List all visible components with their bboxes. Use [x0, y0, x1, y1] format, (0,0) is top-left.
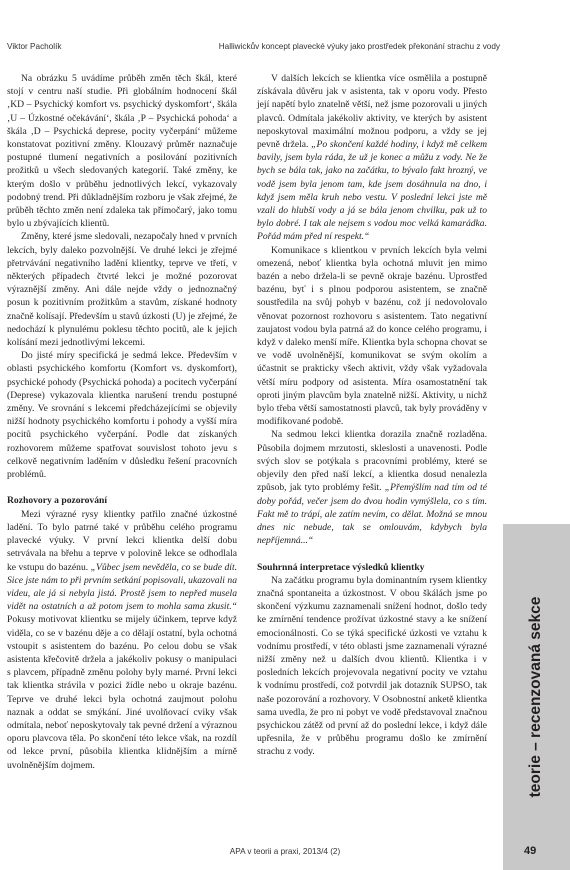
paragraph-text: V dalších lekcích se klientka více osmělila a postupně získávala důvěru jak v asistenta, tak v oporu vody. Přesto její napětí bylo znatelně větší, než jsme pozorovali u jiných plavců. Odmítala jakékoliv aktivity, ve kterých by asistent neposkytoval maximální možnou podporu, a vždy se jej pevně držela. [257, 73, 487, 151]
running-header-title: Halliwickův koncept plavecké výuky jako prostředek překonání strachu z vody [218, 42, 500, 51]
paragraph-text: Mezi výrazné rysy klientky patřilo značné úzkostné ladění. To bylo patrné také v průběhu celého programu plavecké výuky. V první lekci klientka delší dobu setrvávala na břehu a teprve v polovině lekce se odhodlala ke vstupu do bazénu. [7, 508, 237, 573]
paragraph: Na obrázku 5 uvádíme průběh změn těch škál, které stojí v centru naší studie. Při globálním hodnocení škál ‚KD – Psychický komfort vs. psychický dyskomfort‘, škála ‚U – Úzkostné očekávání‘, škála ‚P – Psychická pohoda‘ a škála ‚D – Psychická deprese, pocity vyčerpání‘ můžeme konstatovat pozitivní změny. Klouzavý průměr naznačuje postupné tlumení negativních a posilování pozitivních prožitků u všech sledovaných kategorií. Také změny, ke kterým došlo v průběhu jednotlivých lekcí, vykazovaly podobný trend. Při důkladnějším rozboru je však zřejmé, že průběh těchto změn není zdaleka tak přímočarý, jako tomu bylo u zbývajících klientů. [7, 73, 237, 230]
page-number: 49 [524, 845, 537, 857]
paragraph-text: Na sedmou lekci klientka dorazila značně rozladěna. Působila dojmem mrzutosti, skleslosti a unavenosti. Podle svých slov se potýkala s pracovními problémy, které se objevily den před naší lekcí, a klientka dosud nenalezla způsob, jak tyto problémy řešit. [257, 429, 487, 494]
right-column [257, 72, 487, 759]
section-label-rest: – recenzovaná sekce [527, 596, 544, 756]
section-label-bold: teorie [527, 755, 544, 798]
interview-quote: „Přemýšlím nad tím od té doby pořád, večer jsem do dvou hodin vymýšlela, co s tím. Fakt mě to trápí, ale zatím nevím, co dělat. Možná se mnou dnes nic nebude, tak se omlouvám, kdybych byla nepříjemná...“ [257, 482, 487, 547]
paragraph: Do jisté míry specifická je sedmá lekce. Především v oblasti psychického komfortu (Komfort vs. dyskomfort), psychické pohody (Psychická pohoda) a pocitech vyčerpání (Deprese) vykazovala klientka narušení trendu postupné změny. Ve srovnání s lekcemi předcházejícími se objevily nižší hodnoty psychického komfortu i pohody a vyšší míra pocitů psychického vyčerpání. Podle dat získaných rozhovorem můžeme spatřovat souvislost tohoto jevu s celkově negativním laděním v důsledku řešení pracovních problémů. [7, 350, 237, 481]
paragraph: Změny, které jsme sledovali, nezapočaly hned v prvních lekcích, byly daleko pozvolnější. Ve druhé lekci je zřejmé přetrvávání negativního ladění klientky, teprve ve třetí, v některých případech čtvrté lekci je možné pozorovat výraznější změny. Ani dále nejde vždy o jednoznačný posun k pozitivním prožitkům a stavům, získané hodnoty značně kolísají. Především u stavů úzkosti (U) je zřejmé, že nedochází k plynulému poklesu těchto pocitů, ale k jejich kolísání mezi jednotlivými lekcemi. [7, 231, 237, 349]
running-header-author: Viktor Pacholík [7, 42, 62, 51]
section-label [527, 597, 545, 798]
section-heading: Souhrnná interpretace výsledků klientky [257, 561, 425, 573]
paragraph [257, 72, 487, 244]
section-heading: Rozhovory a pozorování [7, 495, 108, 507]
paragraph: Na začátku programu byla dominantním rysem klientky značná spontaneita a úzkostnost. V obou škálách jsme po skončení výzkumu zaznamenali snížení hodnot, došlo tedy ke zmírnění tendence prožívat úzkostné stavy a ke snížení emocionálnosti. Co se týká specifické úzkosti ve vztahu k vodnímu prostředí, v této oblasti jsme zaznamenali výrazné nižší změny než u dalších dvou klientů. Klientka i v posledních lekcích projevovala negativní pocity ve vztahu k vodnímu prostředí, což potvrdil jak dotazník SUPSO, tak naše pozorování a rozhovory. V Osobnostní anketě klientka sama uvedla, že pro ni pobyt ve vodě představoval značnou psychickou zátěž od první až do poslední lekce, i když dále upřesnila, že v průběhu programu došlo ke zmírnění strachu z vody. [257, 574, 487, 758]
paragraph [7, 508, 237, 772]
paragraph [257, 428, 487, 547]
interview-quote: „Vůbec jsem nevěděla, co se bude dít. Sice jste nám to při prvním setkání popisovali, ukazovali na videu, ale já si nebyla jistá. Prostě jsem to nepřed musela vidět na ostatních a až potom jsem to mohla sama zkusit.“ [7, 561, 238, 613]
paragraph: Komunikace s klientkou v prvních lekcích byla velmi omezená, neboť klientka byla ochotná mluvit jen mimo bazén a nebo držela-li se pevně okraje bazénu. Uprostřed bazénu, byť i s plnou podporou asistentem, se značně soustředila na svůj pohyb v bazénu, což jí nedovolovalo věnovat pozornost rozhovoru s asistentem. Tato negativní zaujatost vodou byla patrná až do konce celého programu, i když v daleko menší míře. Klientka byla schopna chovat se ve vodě uvolněnější, komunikovat se svým okolím a účastnit se prakticky všech aktivit, vždy však vyžadovala větší míru podpory od asistenta. Míra osamostatnění tak oproti jiným plavcům byla znatelně nižší. Aktivity, u nichž bylo třeba větší samostatnosti plavců, tak byly prováděny v modifikované podobě. [257, 244, 487, 428]
journal-footer: APA v teorii a praxi, 2013/4 (2) [229, 847, 341, 856]
left-column [7, 72, 237, 772]
interview-quote: „Po skončení každé hodiny, i když mě celkem bavily, jsem byla ráda, že už je konec a můžu z vody. Ne že bych se bála tak, jako na začátku, to bývalo fakt hrozný, ve vodě jsem byla jenom tam, kde jsem dosáhnula na dno, i když jsem měla kruh nebo vestu. V poslední lekci jste mě vzali do hlubší vody a já se bála jenom chvilku, pak už to bylo dobré. I tak ale nejsem s vodou moc velká kamarádka. Pořád mám před ní respekt.“ [257, 139, 488, 243]
paragraph-text: Pokusy motivovat klientku se mijely účinkem, teprve když viděla, co se v bazénu děje a co dělají ostatní, byla ochotná vstoupit s asistentem do bazénu. Po celou dobu se však asistenta křečovitě držela a jakékoliv pokusy o manipulaci s plavcem, případně změnu polohy byly marné. První lekci tak klientka strávila v pozici žídle nebo u okraje bazénu. Teprve ve druhé lekci byla ochotná zaujmout polohu naznak a oddat se smýkání. Jiné uvolňovací cviky však odmítala, neboť neposkytovaly tak pevné držení a výraznou oporu plavcova těla. Po skončení této lekce však, na rozdíl od lekce první, působila klientka klidnějším a mírně uvolněnějším dojmem. [7, 614, 238, 771]
